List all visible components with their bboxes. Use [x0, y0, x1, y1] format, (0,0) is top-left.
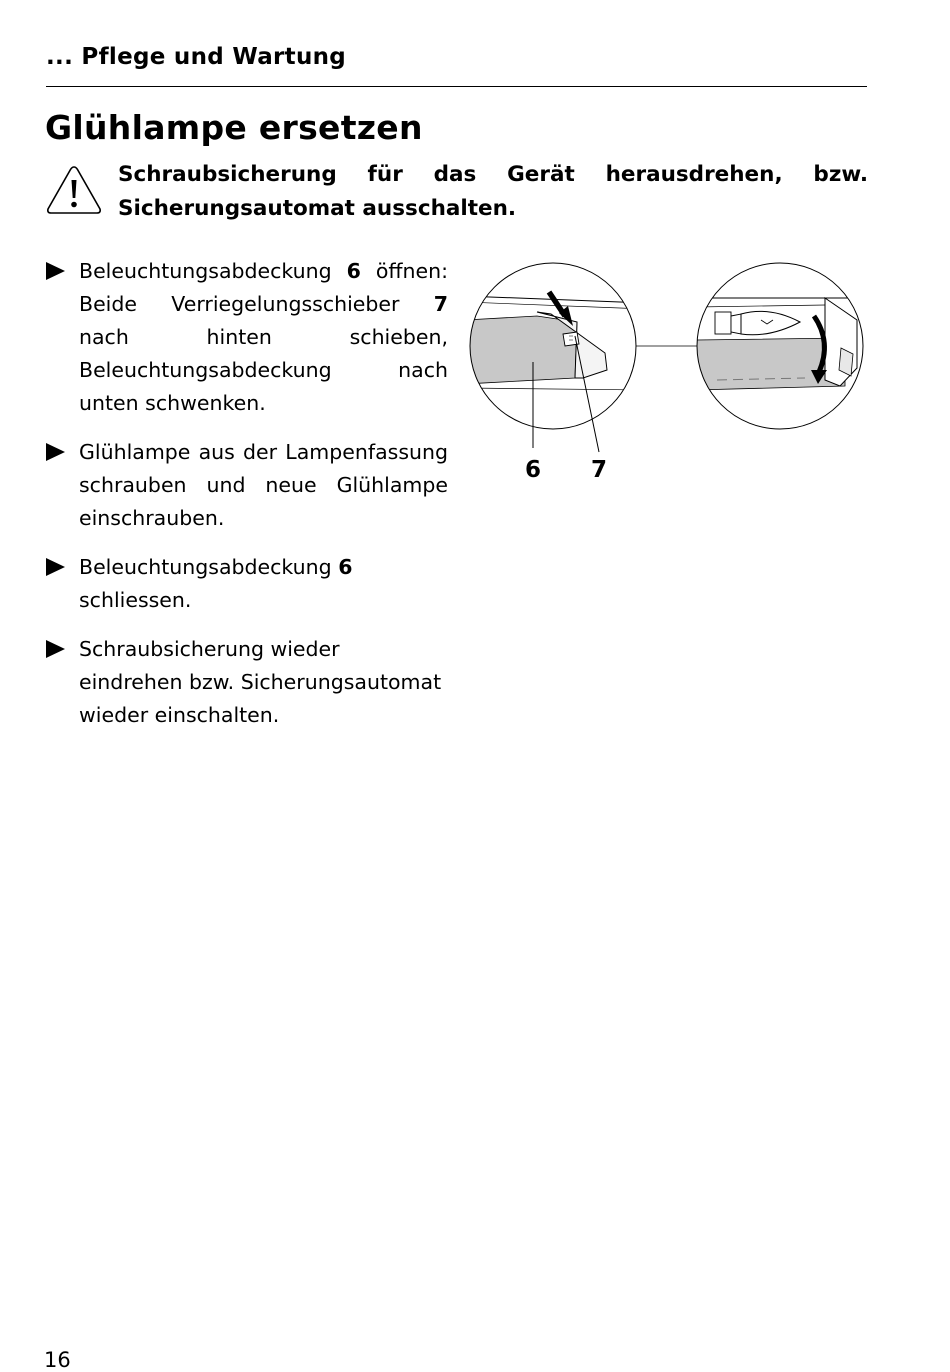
instruction-list [44, 255, 448, 748]
instruction-step-1: Beleuchtungsabdeckung 6 öffnen: Beide Verriegelungsschieber 7 nach hinten schieben, Beleuchtungsabdeckung nach unten schwenken. [44, 255, 448, 420]
section-header: ... Pflege und Wartung [46, 44, 347, 70]
callout-ref-6: 6 [338, 555, 353, 579]
callout-ref-6: 6 [346, 259, 361, 283]
instruction-step-3: Beleuchtungsabdeckung 6 schliessen. [44, 551, 448, 617]
bullet-arrow-icon [46, 262, 65, 280]
callout-ref-7: 7 [433, 292, 448, 316]
page-title: Glühlampe ersetzen [45, 108, 423, 147]
warning-text: Schraubsicherung für das Gerät herausdrehen, bzw. Sicherungsautomat ausschalten. [118, 162, 868, 221]
cover-release-detail [465, 292, 645, 390]
lamp-replacement-illustration [465, 258, 875, 493]
instruction-step-2: Glühlampe aus der Lampenfassung schrauben und neue Glühlampe einschrauben. [44, 436, 448, 535]
bullet-arrow-icon [46, 443, 65, 461]
header-divider [46, 86, 867, 87]
bulb-detail [695, 298, 865, 390]
instruction-step-4: Schraubsicherung wieder eindrehen bzw. Sicherungsautomat wieder einschalten. [44, 633, 448, 732]
bullet-arrow-icon [46, 558, 65, 576]
bullet-arrow-icon [46, 640, 65, 658]
page-number: 16 [44, 1348, 71, 1372]
warning-triangle-icon [45, 164, 103, 216]
callout-label-7: 7 [591, 457, 608, 483]
callout-label-6: 6 [525, 457, 542, 483]
